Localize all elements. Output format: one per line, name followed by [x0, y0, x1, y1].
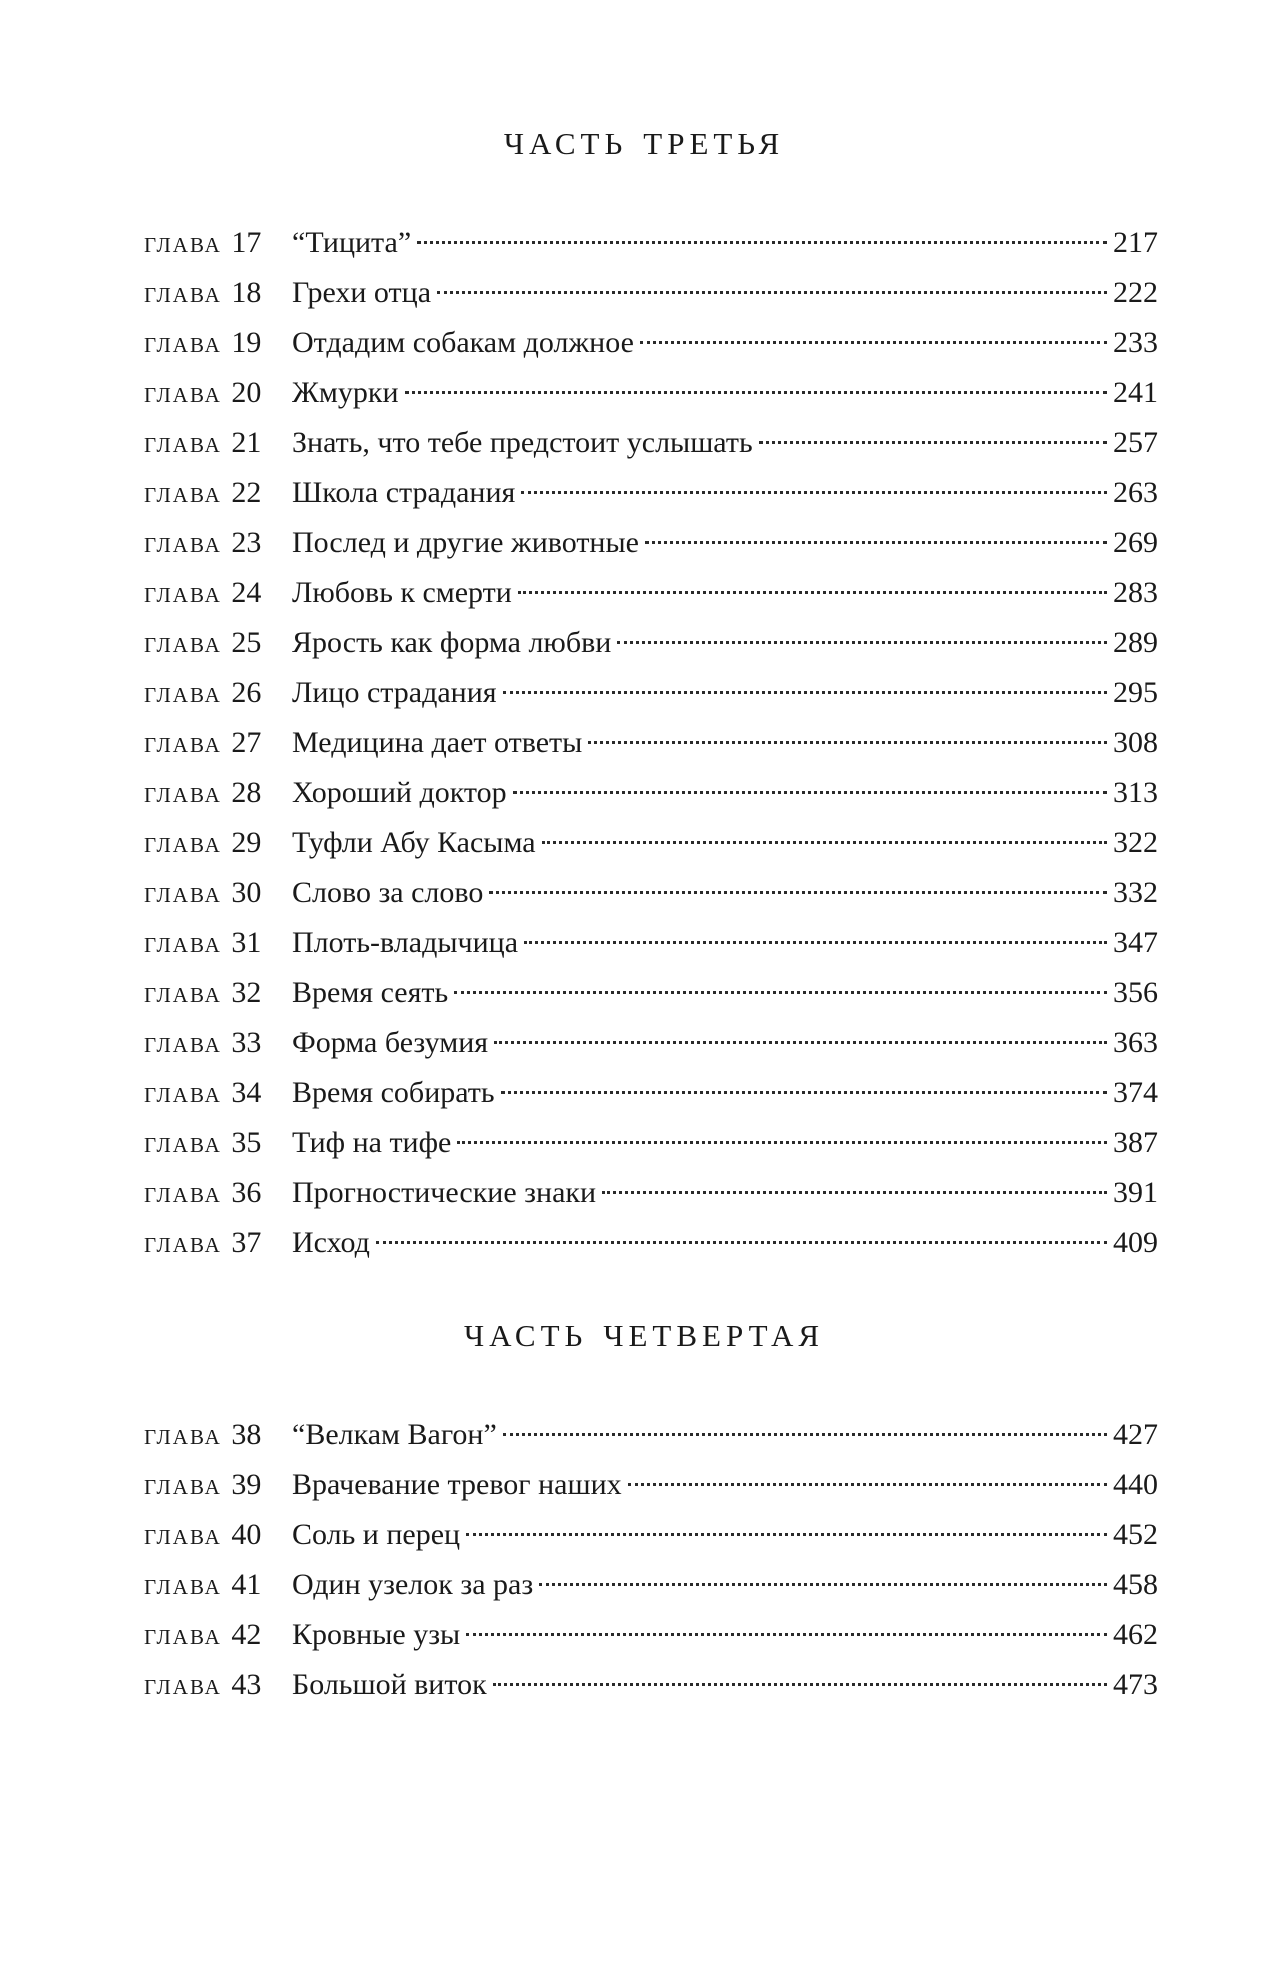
- chapter-title: Время собирать: [292, 1076, 495, 1109]
- chapter-word: глава: [144, 526, 222, 559]
- chapter-label: [144, 718, 292, 768]
- toc-entry: [144, 768, 1158, 818]
- chapter-word: глава: [144, 876, 222, 909]
- page-number: 409: [1113, 1226, 1158, 1259]
- chapter-label: [144, 1410, 292, 1460]
- chapter-number: 31: [231, 926, 262, 959]
- toc-entry: [144, 368, 1158, 418]
- dot-leader: [539, 1583, 1107, 1586]
- toc-section-part-3: [144, 218, 1158, 1268]
- toc-entry: [144, 518, 1158, 568]
- dot-leader: [503, 1433, 1107, 1436]
- dot-leader: [376, 1241, 1107, 1244]
- page-number: 233: [1113, 326, 1158, 359]
- page-number: 332: [1113, 876, 1158, 909]
- chapter-label: [144, 918, 292, 968]
- chapter-label: [144, 1460, 292, 1510]
- toc-entry: [144, 1168, 1158, 1218]
- dot-leader: [503, 691, 1107, 694]
- toc-entry: [144, 1118, 1158, 1168]
- toc-entry: [144, 1460, 1158, 1510]
- chapter-label: [144, 1610, 292, 1660]
- chapter-title: Форма безумия: [292, 1026, 489, 1059]
- toc-entry: [144, 568, 1158, 618]
- dot-leader: [617, 641, 1107, 644]
- chapter-word: глава: [144, 1176, 222, 1209]
- chapter-title: Ярость как форма любви: [292, 626, 612, 659]
- dot-leader: [521, 491, 1107, 494]
- chapter-title: Соль и перец: [292, 1518, 461, 1551]
- dot-leader: [524, 941, 1107, 944]
- chapter-number: 24: [231, 576, 262, 609]
- page-number: 283: [1113, 576, 1158, 609]
- chapter-title: Лицо страдания: [292, 676, 497, 709]
- chapter-word: глава: [144, 826, 222, 859]
- chapter-word: глава: [144, 1026, 222, 1059]
- chapter-title: Школа страдания: [292, 476, 516, 509]
- chapter-word: глава: [144, 1076, 222, 1109]
- chapter-title: Плоть-владычица: [292, 926, 519, 959]
- toc-entry: [144, 1218, 1158, 1268]
- page-number: 458: [1113, 1568, 1158, 1601]
- dot-leader: [493, 1683, 1107, 1686]
- toc-entry: [144, 1660, 1158, 1710]
- toc-entry: [144, 1068, 1158, 1118]
- chapter-label: [144, 1560, 292, 1610]
- page-number: 347: [1113, 926, 1158, 959]
- chapter-label: [144, 818, 292, 868]
- dot-leader: [542, 841, 1107, 844]
- dot-leader: [640, 341, 1107, 344]
- chapter-title: Послед и другие животные: [292, 526, 639, 559]
- chapter-number: 41: [231, 1568, 262, 1601]
- page-number: 387: [1113, 1126, 1158, 1159]
- toc-entry: [144, 418, 1158, 468]
- chapter-number: 36: [231, 1176, 262, 1209]
- chapter-number: 38: [231, 1418, 262, 1451]
- chapter-word: глава: [144, 676, 222, 709]
- toc-entry: [144, 868, 1158, 918]
- toc-entry: [144, 1018, 1158, 1068]
- page-number: 452: [1113, 1518, 1158, 1551]
- chapter-number: 28: [231, 776, 262, 809]
- chapter-number: 26: [231, 676, 262, 709]
- chapter-number: 34: [231, 1076, 262, 1109]
- chapter-label: [144, 1068, 292, 1118]
- chapter-number: 17: [231, 226, 262, 259]
- chapter-label: [144, 1018, 292, 1068]
- page-number: 269: [1113, 526, 1158, 559]
- toc-entry: [144, 1510, 1158, 1560]
- chapter-number: 29: [231, 826, 262, 859]
- chapter-label: [144, 318, 292, 368]
- chapter-title: Врачевание тревог наших: [292, 1468, 622, 1501]
- chapter-title: Жмурки: [292, 376, 399, 409]
- toc-entry: [144, 668, 1158, 718]
- page-number: 217: [1113, 226, 1158, 259]
- chapter-number: 40: [231, 1518, 262, 1551]
- toc-entry: [144, 468, 1158, 518]
- chapter-title: Слово за слово: [292, 876, 484, 909]
- chapter-label: [144, 1118, 292, 1168]
- page-number: 313: [1113, 776, 1158, 809]
- dot-leader: [501, 1091, 1107, 1094]
- chapter-title: Кровные узы: [292, 1618, 461, 1651]
- chapter-label: [144, 468, 292, 518]
- chapter-number: 25: [231, 626, 262, 659]
- chapter-number: 33: [231, 1026, 262, 1059]
- chapter-title: Время сеять: [292, 976, 449, 1009]
- chapter-title: Туфли Абу Касыма: [292, 826, 536, 859]
- dot-leader: [759, 441, 1107, 444]
- dot-leader: [513, 791, 1107, 794]
- chapter-word: глава: [144, 226, 222, 259]
- dot-leader: [494, 1041, 1107, 1044]
- page-number: 356: [1113, 976, 1158, 1009]
- toc-entry: [144, 268, 1158, 318]
- toc-entry: [144, 918, 1158, 968]
- chapter-number: 30: [231, 876, 262, 909]
- chapter-title: Любовь к смерти: [292, 576, 512, 609]
- page-number: 222: [1113, 276, 1158, 309]
- chapter-label: [144, 868, 292, 918]
- chapter-word: глава: [144, 1418, 222, 1451]
- chapter-number: 32: [231, 976, 262, 1009]
- dot-leader: [466, 1633, 1107, 1636]
- dot-leader: [628, 1483, 1107, 1486]
- dot-leader: [405, 391, 1108, 394]
- chapter-title: Тиф на тифе: [292, 1126, 452, 1159]
- chapter-word: глава: [144, 326, 222, 359]
- chapter-title: Грехи отца: [292, 276, 432, 309]
- chapter-title: Отдадим собакам должное: [292, 326, 634, 359]
- toc-entry: [144, 1610, 1158, 1660]
- chapter-title: Один узелок за раз: [292, 1568, 534, 1601]
- page-number: 462: [1113, 1618, 1158, 1651]
- chapter-number: 18: [231, 276, 262, 309]
- chapter-number: 42: [231, 1618, 262, 1651]
- dot-leader: [602, 1191, 1107, 1194]
- chapter-label: [144, 568, 292, 618]
- chapter-title: Медицина дает ответы: [292, 726, 583, 759]
- toc-entry: [144, 218, 1158, 268]
- chapter-label: [144, 1660, 292, 1710]
- chapter-word: глава: [144, 1618, 222, 1651]
- chapter-title: Прогностические знаки: [292, 1176, 597, 1209]
- dot-leader: [466, 1533, 1107, 1536]
- page-number: 295: [1113, 676, 1158, 709]
- dot-leader: [437, 291, 1107, 294]
- chapter-title: “Велкам Вагон”: [292, 1418, 497, 1451]
- chapter-word: глава: [144, 276, 222, 309]
- page-number: 308: [1113, 726, 1158, 759]
- chapter-number: 19: [231, 326, 262, 359]
- dot-leader: [457, 1141, 1107, 1144]
- chapter-word: глава: [144, 1568, 222, 1601]
- chapter-word: глава: [144, 626, 222, 659]
- part-title: часть третья: [503, 115, 785, 164]
- dot-leader: [417, 241, 1107, 244]
- chapter-word: глава: [144, 1226, 222, 1259]
- page-number: 363: [1113, 1026, 1158, 1059]
- chapter-word: глава: [144, 976, 222, 1009]
- chapter-word: глава: [144, 426, 222, 459]
- chapter-word: глава: [144, 376, 222, 409]
- page-number: 241: [1113, 376, 1158, 409]
- chapter-label: [144, 1218, 292, 1268]
- chapter-number: 39: [231, 1468, 262, 1501]
- chapter-title: Исход: [292, 1226, 370, 1259]
- chapter-number: 37: [231, 1226, 262, 1259]
- chapter-number: 35: [231, 1126, 262, 1159]
- page-number: 257: [1113, 426, 1158, 459]
- chapter-number: 21: [231, 426, 262, 459]
- chapter-label: [144, 218, 292, 268]
- dot-leader: [489, 891, 1107, 894]
- chapter-word: глава: [144, 776, 222, 809]
- chapter-word: глава: [144, 726, 222, 759]
- toc-entry: [144, 618, 1158, 668]
- page-number: 263: [1113, 476, 1158, 509]
- toc-entry: [144, 1560, 1158, 1610]
- chapter-title: Большой виток: [292, 1668, 487, 1701]
- toc-entry: [144, 718, 1158, 768]
- chapter-label: [144, 618, 292, 668]
- chapter-label: [144, 768, 292, 818]
- toc-section-part-4: [144, 1410, 1158, 1710]
- chapter-label: [144, 1168, 292, 1218]
- chapter-number: 43: [231, 1668, 262, 1701]
- chapter-label: [144, 668, 292, 718]
- chapter-title: Хороший доктор: [292, 776, 507, 809]
- chapter-word: глава: [144, 1468, 222, 1501]
- page-number: 473: [1113, 1668, 1158, 1701]
- chapter-word: глава: [144, 1126, 222, 1159]
- chapter-number: 20: [231, 376, 262, 409]
- chapter-word: глава: [144, 476, 222, 509]
- chapter-title: Знать, что тебе предстоит услышать: [292, 426, 753, 459]
- chapter-number: 23: [231, 526, 262, 559]
- toc-entry: [144, 318, 1158, 368]
- chapter-word: глава: [144, 1668, 222, 1701]
- chapter-label: [144, 518, 292, 568]
- chapter-word: глава: [144, 926, 222, 959]
- part-title: часть четвертая: [463, 1307, 825, 1356]
- page-number: 391: [1113, 1176, 1158, 1209]
- page-number: 374: [1113, 1076, 1158, 1109]
- chapter-label: [144, 368, 292, 418]
- page-number: 440: [1113, 1468, 1158, 1501]
- chapter-label: [144, 418, 292, 468]
- dot-leader: [518, 591, 1107, 594]
- page-number: 289: [1113, 626, 1158, 659]
- toc-entry: [144, 818, 1158, 868]
- chapter-number: 27: [231, 726, 262, 759]
- chapter-word: глава: [144, 1518, 222, 1551]
- chapter-label: [144, 968, 292, 1018]
- page-number: 427: [1113, 1418, 1158, 1451]
- page-number: 322: [1113, 826, 1158, 859]
- dot-leader: [454, 991, 1107, 994]
- dot-leader: [588, 741, 1107, 744]
- chapter-title: “Тицита”: [292, 226, 412, 259]
- chapter-word: глава: [144, 576, 222, 609]
- chapter-label: [144, 1510, 292, 1560]
- dot-leader: [645, 541, 1107, 544]
- chapter-label: [144, 268, 292, 318]
- toc-entry: [144, 1410, 1158, 1460]
- toc-entry: [144, 968, 1158, 1018]
- chapter-number: 22: [231, 476, 262, 509]
